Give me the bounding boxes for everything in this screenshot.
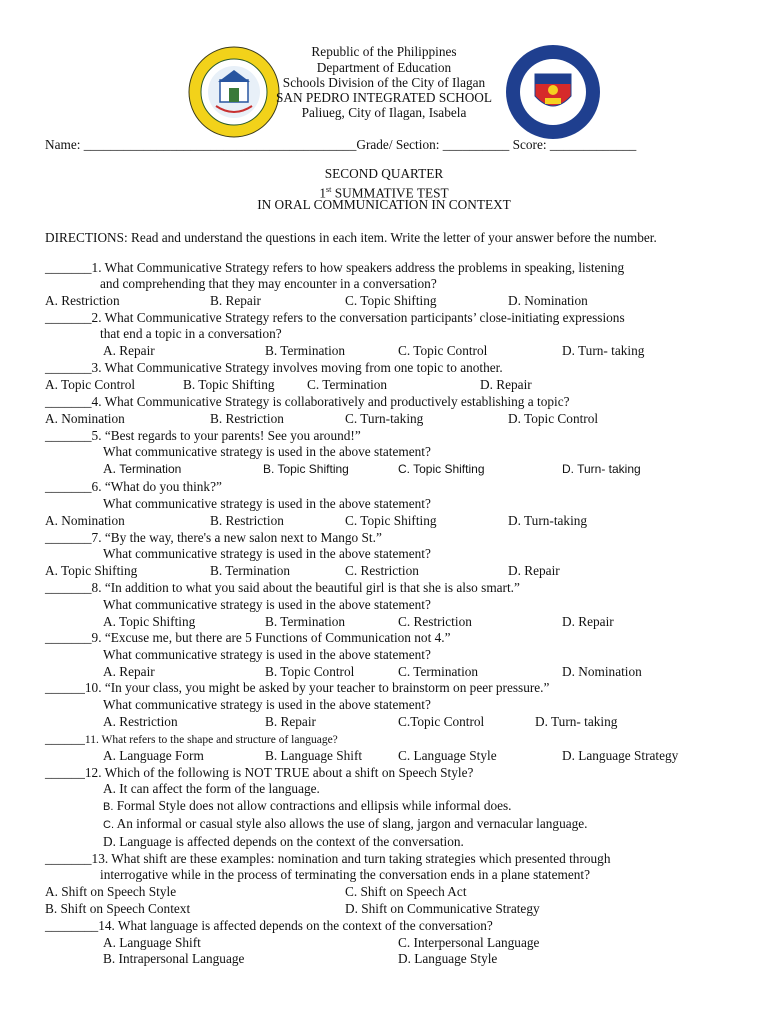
question-13: _______13. What shift are these examples: nomination and turn taking strategies which presented through xyxy=(45,851,611,866)
choice-d: D. Language Strategy xyxy=(562,748,679,763)
choice-a: A. Repair xyxy=(103,343,155,358)
choice-d: D. Topic Control xyxy=(508,411,599,426)
header-school: SAN PEDRO INTEGRATED SCHOOL xyxy=(275,90,493,105)
choice-a: A. Nomination xyxy=(45,513,125,528)
choice-c: C. Restriction xyxy=(398,614,472,629)
choice-c: C. Interpersonal Language xyxy=(398,935,540,950)
question-7: _______7. “By the way, there's a new salon next to Mango St.” xyxy=(45,530,382,545)
question-6-cont: What communicative strategy is used in the above statement? xyxy=(103,496,431,511)
question-8: _______8. “In addition to what you said about the beautiful girl is that she is also smart.” xyxy=(45,580,520,595)
question-6: _______6. “What do you think?” xyxy=(45,479,222,494)
question-14: ________14. What language is affected depends on the context of the conversation? xyxy=(45,918,493,933)
choice-b: B. Intrapersonal Language xyxy=(103,951,245,966)
choice-b: B. Shift on Speech Context xyxy=(45,901,191,916)
choice-a: A. Topic Shifting xyxy=(45,563,138,578)
choice-c: C. Termination xyxy=(307,377,388,392)
student-info-line: Name: _________________________________________Grade/ Section: __________ Score: _____________ xyxy=(45,137,637,152)
choice-b: B. Termination xyxy=(210,563,291,578)
choice-b: B. Topic Shifting xyxy=(263,462,349,476)
choice-b: B. Topic Shifting xyxy=(183,377,275,392)
test-title: 1st SUMMATIVE TEST xyxy=(319,185,449,201)
choice-b: B. Language Shift xyxy=(265,748,363,763)
question-9: _______9. “Excuse me, but there are 5 Functions of Communication not 4.” xyxy=(45,630,451,645)
choice-c: C. Restriction xyxy=(345,563,419,578)
choice-c: C. An informal or casual style also allows the use of slang, jargon and vernacular language. xyxy=(103,816,588,831)
directions: DIRECTIONS: Read and understand the questions in each item. Write the letter of your answer before the number. xyxy=(45,230,657,245)
quarter-title: SECOND QUARTER xyxy=(324,166,444,181)
choice-d: D. Language is affected depends on the context of the conversation. xyxy=(103,834,464,849)
question-7-cont: What communicative strategy is used in the above statement? xyxy=(103,546,431,561)
question-1-cont: and comprehending that they may encounter in a conversation? xyxy=(100,276,437,291)
question-2: _______2. What Communicative Strategy refers to the conversation participants’ close-initiating expressions xyxy=(45,310,625,325)
choice-b: B. Termination xyxy=(265,343,346,358)
question-3: _______3. What Communicative Strategy involves moving from one topic to another. xyxy=(45,360,503,375)
choice-c: C. Shift on Speech Act xyxy=(345,884,467,899)
choice-c: C. Termination xyxy=(398,664,479,679)
choice-d: D. Language Style xyxy=(398,951,498,966)
choice-d: D. Nomination xyxy=(562,664,642,679)
choice-c: C. Topic Shifting xyxy=(345,293,437,308)
choice-d: D. Nomination xyxy=(508,293,588,308)
question-10-cont: What communicative strategy is used in the above statement? xyxy=(103,697,431,712)
choice-a: A. Termination xyxy=(103,461,182,476)
choice-d: D. Repair xyxy=(508,563,560,578)
choice-b: B. Formal Style does not allow contractions and ellipsis while informal does. xyxy=(103,798,512,813)
choice-a: A. Repair xyxy=(103,664,155,679)
choice-d: D. Turn- taking xyxy=(562,462,641,476)
question-10: ______10. “In your class, you might be asked by your teacher to brainstorm on peer pressure.” xyxy=(45,680,550,695)
choice-b: B. Restriction xyxy=(210,411,284,426)
choice-d: D. Turn- taking xyxy=(562,343,645,358)
choice-d: D. Repair xyxy=(480,377,532,392)
choice-c: C. Topic Shifting xyxy=(345,513,437,528)
choice-d: D. Shift on Communicative Strategy xyxy=(345,901,540,916)
question-5: _______5. “Best regards to your parents! See you around!” xyxy=(45,428,361,443)
choice-a: A. Restriction xyxy=(103,714,178,729)
choice-b: B. Restriction xyxy=(210,513,284,528)
choice-a: A. Language Shift xyxy=(103,935,201,950)
header-department: Department of Education xyxy=(316,60,452,75)
header-division: Schools Division of the City of Ilagan xyxy=(282,75,486,90)
choice-c: C. Topic Shifting xyxy=(398,462,485,476)
choice-a: A. Language Form xyxy=(103,748,204,763)
choice-a: A. Restriction xyxy=(45,293,120,308)
choice-a: A. It can affect the form of the language. xyxy=(103,781,320,796)
choice-d: D. Turn- taking xyxy=(535,714,618,729)
choice-b: B. Termination xyxy=(265,614,346,629)
choice-d: D. Repair xyxy=(562,614,614,629)
question-13-cont: interrogative while in the process of terminating the conversation ends in a plane statement? xyxy=(100,867,590,882)
question-2-cont: that end a topic in a conversation? xyxy=(100,326,282,341)
question-12: ______12. Which of the following is NOT TRUE about a shift on Speech Style? xyxy=(45,765,474,780)
question-9-cont: What communicative strategy is used in the above statement? xyxy=(103,647,431,662)
question-1: _______1. What Communicative Strategy refers to how speakers address the problems in speaking, listening xyxy=(45,260,625,275)
choice-a: A. Nomination xyxy=(45,411,125,426)
choice-c: C.Topic Control xyxy=(398,714,485,729)
choice-a: A. Shift on Speech Style xyxy=(45,884,177,899)
question-8-cont: What communicative strategy is used in the above statement? xyxy=(103,597,431,612)
choice-b: B. Repair xyxy=(265,714,316,729)
header-address: Paliueg, City of Ilagan, Isabela xyxy=(301,105,467,120)
choice-a: A. Topic Shifting xyxy=(103,614,196,629)
subject-title: IN ORAL COMMUNICATION IN CONTEXT xyxy=(257,197,511,212)
choice-c: C. Turn-taking xyxy=(345,411,424,426)
choice-c: C. Language Style xyxy=(398,748,497,763)
question-11: ______11. What refers to the shape and structure of language? xyxy=(45,731,338,746)
choice-a: A. Topic Control xyxy=(45,377,136,392)
choice-c: C. Topic Control xyxy=(398,343,488,358)
choice-d: D. Turn-taking xyxy=(508,513,588,528)
question-5-cont: What communicative strategy is used in the above statement? xyxy=(103,444,431,459)
choice-b: B. Repair xyxy=(210,293,261,308)
question-4: _______4. What Communicative Strategy is collaboratively and productively establishing a topic? xyxy=(45,394,570,409)
header-republic: Republic of the Philippines xyxy=(311,44,457,59)
choice-b: B. Topic Control xyxy=(265,664,355,679)
